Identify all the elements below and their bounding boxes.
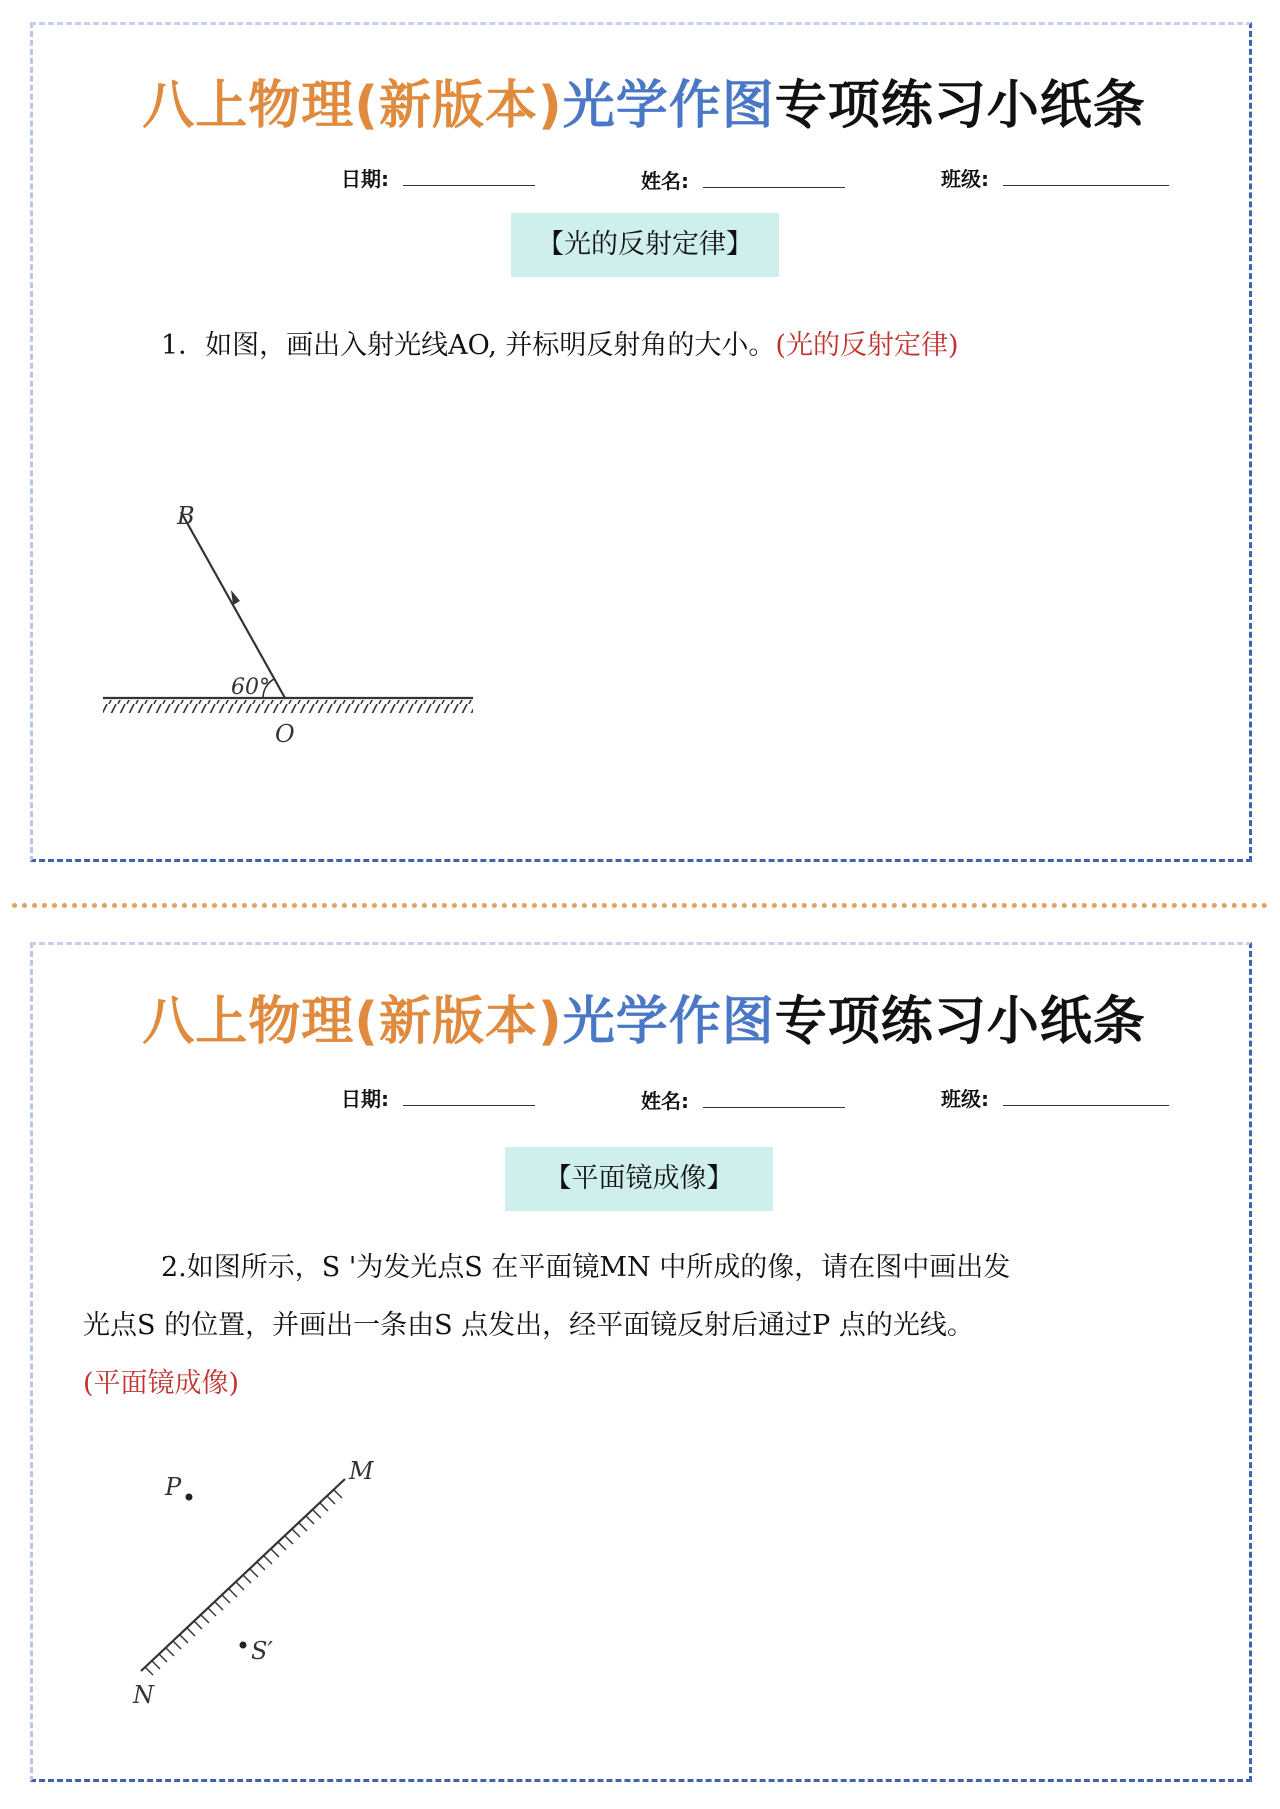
class-field[interactable]	[1003, 185, 1169, 186]
title-part-grade: 八上物理(新版本)	[142, 76, 563, 136]
class-label: 班级:	[941, 1087, 989, 1111]
class-label: 班级:	[941, 167, 989, 191]
name-field[interactable]	[703, 1107, 845, 1108]
worksheet-card-1	[30, 22, 1252, 862]
date-field[interactable]	[403, 185, 535, 186]
plane-mirror-diagram	[83, 1425, 403, 1725]
date-label: 日期:	[341, 1087, 389, 1111]
point-label-o: O	[275, 720, 295, 748]
point-label-s-image: S′	[251, 1637, 273, 1665]
title-part-topic: 光学作图	[562, 76, 775, 136]
date-label: 日期:	[341, 167, 389, 191]
question-2-topic: (平面镜成像)	[83, 1368, 240, 1399]
cut-separator	[12, 903, 1268, 908]
title-part-grade: 八上物理(新版本)	[142, 992, 563, 1052]
title-part-type: 专项练习小纸条	[774, 76, 1146, 136]
question-1	[161, 323, 958, 362]
question-1-text: 1．如图，画出入射光线AO, 并标明反射角的大小。	[161, 330, 776, 361]
question-2-line-2: 光点S 的位置，并画出一条由S 点发出，经平面镜反射后通过P 点的光线。	[83, 1310, 974, 1341]
point-p	[186, 1494, 193, 1501]
point-label-n: N	[133, 1681, 154, 1709]
title-part-type: 专项练习小纸条	[774, 992, 1146, 1052]
question-1-topic: (光的反射定律)	[775, 330, 959, 361]
point-s-image	[240, 1642, 247, 1649]
point-label-b: B	[177, 502, 195, 530]
question-2-line-1: 2.如图所示，S '为发光点S 在平面镜MN 中所成的像，请在图中画出发	[161, 1252, 1011, 1283]
name-field[interactable]	[703, 187, 845, 188]
title-part-topic: 光学作图	[562, 992, 775, 1052]
angle-label: 60°	[231, 675, 270, 700]
worksheet-title	[33, 63, 1255, 138]
worksheet-title	[33, 979, 1255, 1054]
name-label: 姓名:	[641, 169, 689, 193]
section-tag: 【平面镜成像】	[505, 1147, 773, 1211]
mirror-hatching	[103, 700, 473, 713]
point-label-p: P	[165, 1473, 182, 1501]
section-tag: 【光的反射定律】	[511, 213, 779, 277]
name-label: 姓名:	[641, 1089, 689, 1113]
date-field[interactable]	[403, 1105, 535, 1106]
worksheet-card-2	[30, 942, 1252, 1782]
class-field[interactable]	[1003, 1105, 1169, 1106]
point-label-m: M	[349, 1457, 374, 1485]
reflection-diagram	[63, 480, 483, 750]
